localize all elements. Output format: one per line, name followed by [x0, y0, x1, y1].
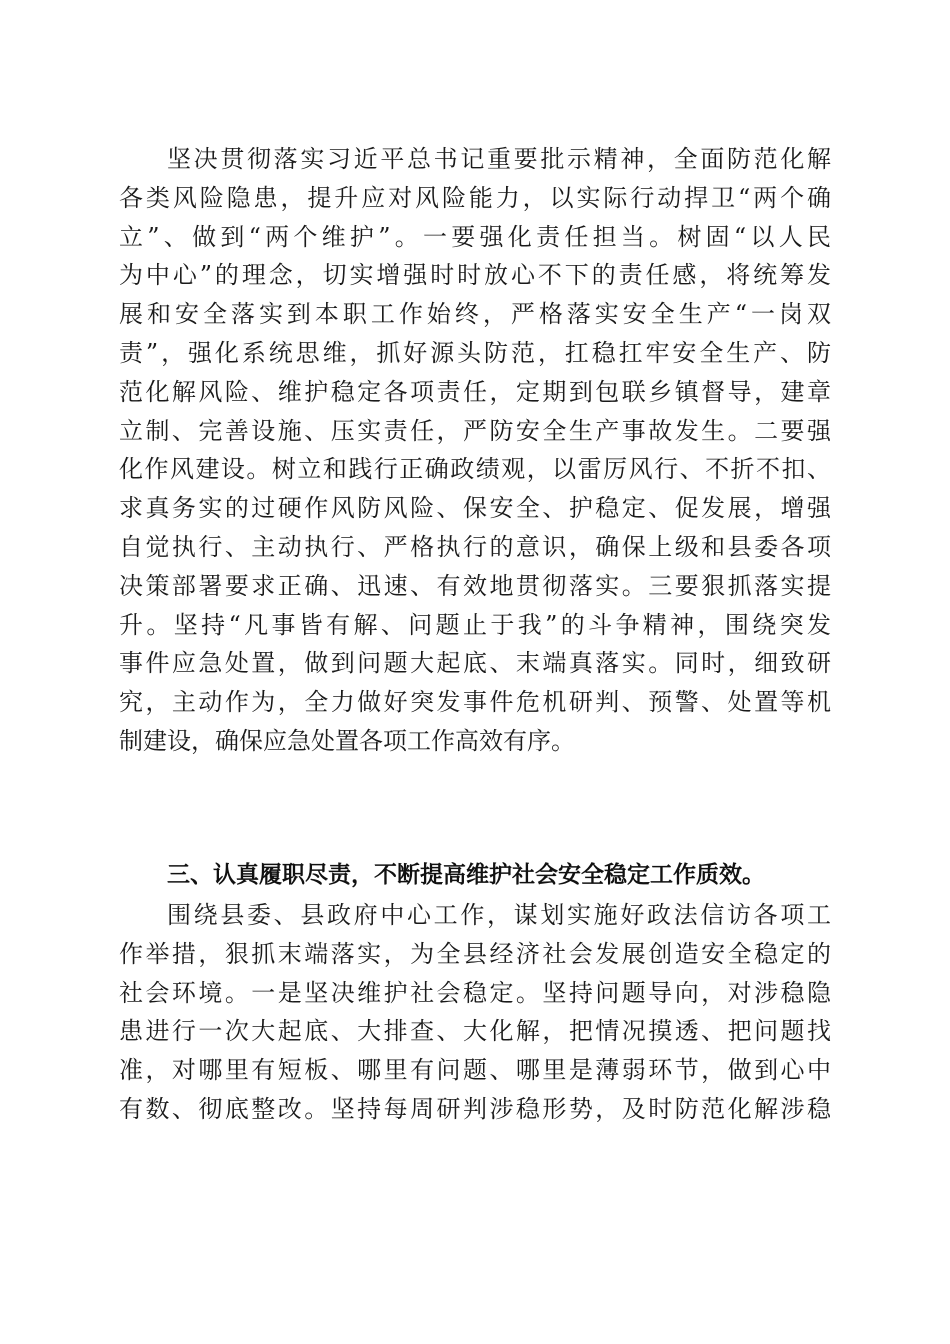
text-line: 立制、完善设施、压实责任，严防安全生产事故发生。二要强 [119, 416, 831, 445]
text-line: 范化解风险、维护稳定各项责任，定期到包联乡镇督导，建章 [119, 377, 831, 406]
text-line: 社会环境。一是坚决维护社会稳定。坚持问题导向，对涉稳隐 [119, 978, 831, 1007]
text-line: 制建设，确保应急处置各项工作高效有序。 [119, 726, 575, 755]
text-line: 事件应急处置，做到问题大起底、末端真落实。同时，细致研 [119, 649, 831, 678]
text-line: 围绕县委、县政府中心工作，谋划实施好政法信访各项工 [167, 901, 831, 929]
text-line: 化作风建设。树立和践行正确政绩观，以雷厉风行、不折不扣、 [119, 455, 831, 484]
text-line: 究，主动作为，全力做好突发事件危机研判、预警、处置等机 [119, 688, 831, 717]
text-line: 各类风险隐患，提升应对风险能力，以实际行动捍卫“两个确 [119, 183, 831, 212]
text-line: 升。坚持“凡事皆有解、问题止于我”的斗争精神，围绕突发 [119, 610, 831, 639]
body-paragraph-2 [119, 896, 831, 1129]
text-line: 患进行一次大起底、大排查、大化解，把情况摸透、把问题找 [119, 1017, 831, 1046]
text-line: 准，对哪里有短板、哪里有问题、哪里是薄弱环节，做到心中 [119, 1056, 831, 1085]
text-line: 展和安全落实到本职工作始终，严格落实安全生产“一岗双 [119, 300, 831, 329]
text-line: 责”，强化系统思维，抓好源头防范，扛稳扛牢安全生产、防 [119, 338, 831, 367]
text-line: 决策部署要求正确、迅速、有效地贯彻落实。三要狠抓落实提 [119, 571, 831, 600]
section-heading-3: 三、认真履职尽责，不断提高维护社会安全稳定工作质效。 [167, 862, 765, 888]
body-paragraph-1 [119, 140, 831, 761]
text-line: 作举措，狠抓末端落实，为全县经济社会发展创造安全稳定的 [119, 939, 831, 968]
text-line: 有数、彻底整改。坚持每周研判涉稳形势，及时防范化解涉稳 [119, 1094, 831, 1123]
text-line: 坚决贯彻落实习近平总书记重要批示精神，全面防范化解 [167, 145, 831, 173]
text-line: 立”、做到“两个维护”。一要强化责任担当。树固“以人民 [119, 222, 831, 251]
text-line: 求真务实的过硬作风防风险、保安全、护稳定、促发展，增强 [119, 494, 831, 523]
text-line: 自觉执行、主动执行、严格执行的意识，确保上级和县委各项 [119, 532, 831, 561]
text-line: 为中心”的理念，切实增强时时放心不下的责任感，将统筹发 [119, 261, 831, 290]
